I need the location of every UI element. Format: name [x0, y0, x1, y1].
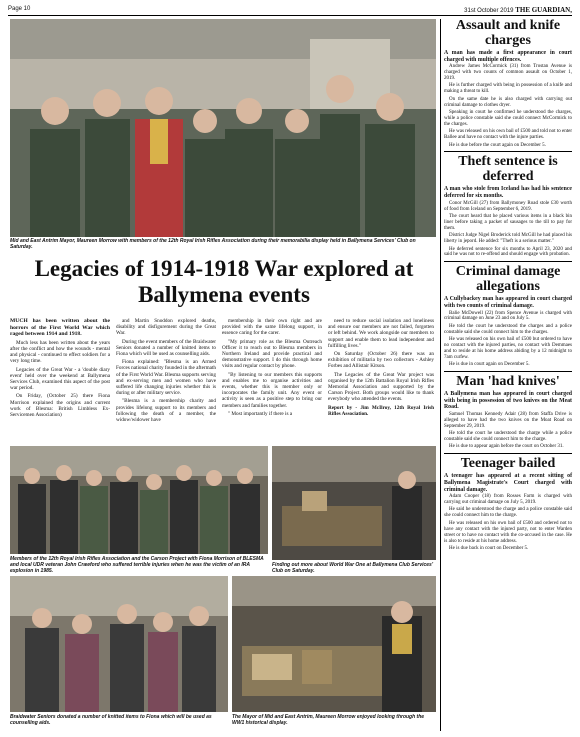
story-paragraph: Adam Cooper (18) from Rosses Farm is charged with carrying out criminal damage on July 5, 2019. — [444, 494, 572, 506]
column-divider — [440, 19, 441, 731]
article-paragraph: membership in their own right and are provided with the same lifelong support, in essence caring for the carer. — [222, 318, 322, 337]
story-paragraph: He is due before the court again on December 5. — [449, 142, 546, 148]
middle-left-photo — [10, 446, 268, 554]
article-paragraph: " Most importantly if there is a — [228, 410, 293, 417]
story-paragraph: District Judge Nigel Broderick told McGill he had placed his liberty in jepord. He added: "Theft is a serious matter." — [444, 233, 572, 245]
article-col-2 — [116, 318, 216, 425]
caption-bottom-left: Braidwater Seniors donated a number of knitted items to Fiona which will be used as counselling aids. — [10, 714, 212, 726]
sidebar-news — [444, 18, 572, 553]
story-paragraph: Andrew James McCormick (31) from Trostan Avenue is charged with two counts of common assault on October 1, 2019. — [444, 64, 572, 81]
bottom-left-photo-illustration — [10, 576, 228, 712]
story-divider — [444, 453, 572, 454]
article-paragraph: Legacies of the Great War - a 'double diary event' held over the weekend at Ballymena Services Club, examined this aspect of the post war period. — [10, 366, 110, 392]
story-criminal-damage — [444, 264, 572, 368]
story-standfirst: A Ballymena man has appeared in court charged with being in possession of two knives on the Meat Road. — [444, 391, 572, 411]
page-number: Page 10 — [8, 6, 31, 12]
story-assault — [444, 18, 572, 148]
bottom-left-photo — [10, 576, 228, 712]
article-signature: Report by - Jim McIlroy, 12th Royal Irish Rifles Association. — [328, 404, 434, 417]
story-title: Man 'had knives' — [456, 374, 560, 390]
article-paragraph: MUCH has been written about the horrors of the First World War which raged between 1914 and 1918. — [10, 318, 110, 338]
story-paragraph: Balie McDowell (22) from Spence Avenue is charged with criminal damage on June 23 and on July 5. — [444, 310, 572, 322]
story-standfirst: A man has made a first appearance in court charged with multiple offences. — [444, 50, 572, 63]
story-standfirst: A Cullybackey man has appeared in court charged with two counts of criminal damage. — [444, 296, 572, 309]
middle-right-photo-illustration — [272, 446, 436, 560]
story-teenager — [444, 456, 572, 551]
story-title: Assault and knife charges — [455, 18, 561, 48]
story-paragraph: Speaking in court he confirmed he understood the charges, while a police constable said she could connect McCormick to the charges. — [444, 110, 572, 127]
middle-left-photo-illustration — [10, 446, 268, 554]
story-standfirst: A teenager has appeared at a recent sitting of Ballymena Magistrate's Court charged with criminal damage. — [444, 473, 572, 493]
story-paragraph: He is further charged with being in possession of a knife and making a threat to kill. — [444, 83, 572, 95]
article-col-1 — [10, 318, 110, 420]
story-paragraph: Samuel Thomas Kennedy Adair (28) from Staffa Drive is alleged to have had the two knives on the Moat Road on September 29, 2019. — [444, 411, 572, 429]
story-paragraph: He is due to appear again before the court on October 31. — [449, 444, 564, 450]
story-paragraph: The court heard that he placed various items in a black bin liner before taking a packet of sausages to the till to pay for them. — [444, 213, 572, 231]
story-paragraph: He was released on his own bail of £500 but ordered to have no contact with the injured parties, no contact with Demmaes and to reside at his home address abiding by a 12 midnight to 7am curfew. — [444, 337, 572, 360]
story-paragraph: He said he understood the charge and a police constable said she could connect him to the charge. — [444, 507, 572, 519]
article-paragraph: "Blesma is a membership charity and provides lifelong support to its members and following the death of a member, the widow/widower have — [116, 398, 216, 424]
article-paragraph: need to reduce social isolation and loneliness and ensure our members are not failed, forgotten or left behind. We work alongside our members to support and enable them to lead independent and fulfilling lives." — [328, 318, 434, 349]
caption-bottom-right: The Mayor of Mid and East Antrim, Maureen Morrow enjoyed looking through the WW1 historical display. — [232, 714, 425, 726]
article-col-3 — [222, 318, 322, 419]
article-paragraph: and Martin Snoddon explored deaths, disability and disfigurement during the Great War. — [116, 318, 216, 337]
issue-date-line — [464, 6, 572, 14]
paper-name: THE GUARDIAN, — [515, 6, 572, 14]
story-paragraph: He is due back in court on December 5. — [449, 545, 529, 551]
story-paragraph: He told the court he understood the charge while a police constable said she could connect him to the charge. — [444, 431, 572, 443]
story-knives — [444, 374, 572, 450]
top-photo-illustration — [10, 19, 436, 237]
article-paragraph: Fiona explained: "Blesma is an Armed Forces national charity founded in the aftermath of the First World War. Blesma supports serving and ex-serving men and women who have suffered life changing injuries whether this is during or after military service. — [116, 359, 216, 397]
story-paragraph: He deferred sentence for six months to April 23, 2020 and said he was not to re-offend and should engage with probation. — [444, 246, 572, 258]
header-rule — [8, 15, 572, 16]
story-divider — [444, 151, 572, 152]
story-paragraph: On the same date he is also charged with carrying out criminal damage to clothes dryer. — [444, 96, 572, 108]
story-title: Theft sentence is deferred — [458, 154, 558, 185]
issue-date: 31st October 2019 — [464, 8, 514, 14]
bottom-right-photo — [232, 576, 436, 712]
caption-top: Mid and East Antrim Mayor, Maureen Morrow with members of the 12th Royal Irish Rifles Association during their memorabilia display held in Ballymena Services' Club on Saturday. — [10, 238, 416, 250]
story-paragraph: He was released on his own bail of £500 and told not to enter Ballee and have no contact with the injure parties. — [444, 129, 572, 141]
story-title: Criminal damage allegations — [455, 264, 561, 295]
caption-middle-right: Finding out more about World War One at Ballymena Club Services' Club on Saturday. — [272, 562, 434, 574]
story-divider — [444, 261, 572, 262]
article-paragraph: On Saturday (October 26) there was an exhibition of militaria by two collectors - Ashley Forbes and Allistair Kitson. — [328, 351, 434, 370]
story-paragraph: He was released on his own bail of £500 and ordered not to have any contact with the injured party, not to enter Warden street or to have no contact with the co-accused in the case. He is also to reside at his home address. — [444, 520, 572, 544]
story-paragraph: He is due in court again on December 5. — [449, 362, 530, 368]
article-paragraph: "My primary role as the Blesma Outreach Officer it to reach out to Blesma members in Northern Ireland and provide practical and demonstrative support. I do this through home visits and regular contact by phone. — [222, 338, 322, 370]
story-paragraph: Conor McGill (27) from Ballymoney Road stole £30 worth of food from Iceland on September 6, 2019. — [444, 200, 572, 212]
article-paragraph: During the event members of the Braidwater Seniors donated a number of knitted items to Fiona which will be used as counselling aids. — [116, 338, 216, 358]
article-paragraph: The Legacies of the Great War project was organised by the 12th Battalion Royal Irish Rifles Memorial Association and supported by the Carson Project. Both groups would like to thank everybody who attended the events. — [328, 371, 434, 403]
caption-middle-left: Members of the 12th Royal Irish Rifles Association and the Carson Project with Fiona Morrison of BLESMA and local UDR veteran John Crawford who suffered terrible injuries when he was the victim of an IRA explosion in 1985. — [10, 556, 264, 574]
story-divider — [444, 371, 572, 372]
article-col-4 — [328, 318, 434, 419]
main-headline: Legacies of 1914-1918 War explored at Ballymena events — [34, 256, 414, 307]
story-theft — [444, 154, 572, 258]
middle-right-photo — [272, 446, 436, 560]
story-title: Teenager bailed — [460, 456, 556, 472]
story-paragraph: He told the court he understood the charges and a police constable said she could connect him to the charges. — [444, 323, 572, 335]
story-standfirst: A man who stole from Iceland has had his sentence deferred for six months. — [444, 186, 572, 200]
article-paragraph: Much less has been written about the years after the conflict and how the wounds - mental and physical - continued to effect soldiers for a very long time. — [10, 339, 110, 365]
top-photo — [10, 19, 436, 237]
bottom-right-photo-illustration — [232, 576, 436, 712]
article-paragraph: On Friday, (October 25) there Fiona Morrison explained the origins and current work of Blesma: British Limbless Ex-Servicemen Association) — [10, 393, 110, 419]
article-paragraph: "By listening to our members this supports and enables me to organise activities and events, whether this is member only or incorporates the family unit. Any event or activity is seen as a positive step to bring our members and families together. — [222, 371, 322, 409]
